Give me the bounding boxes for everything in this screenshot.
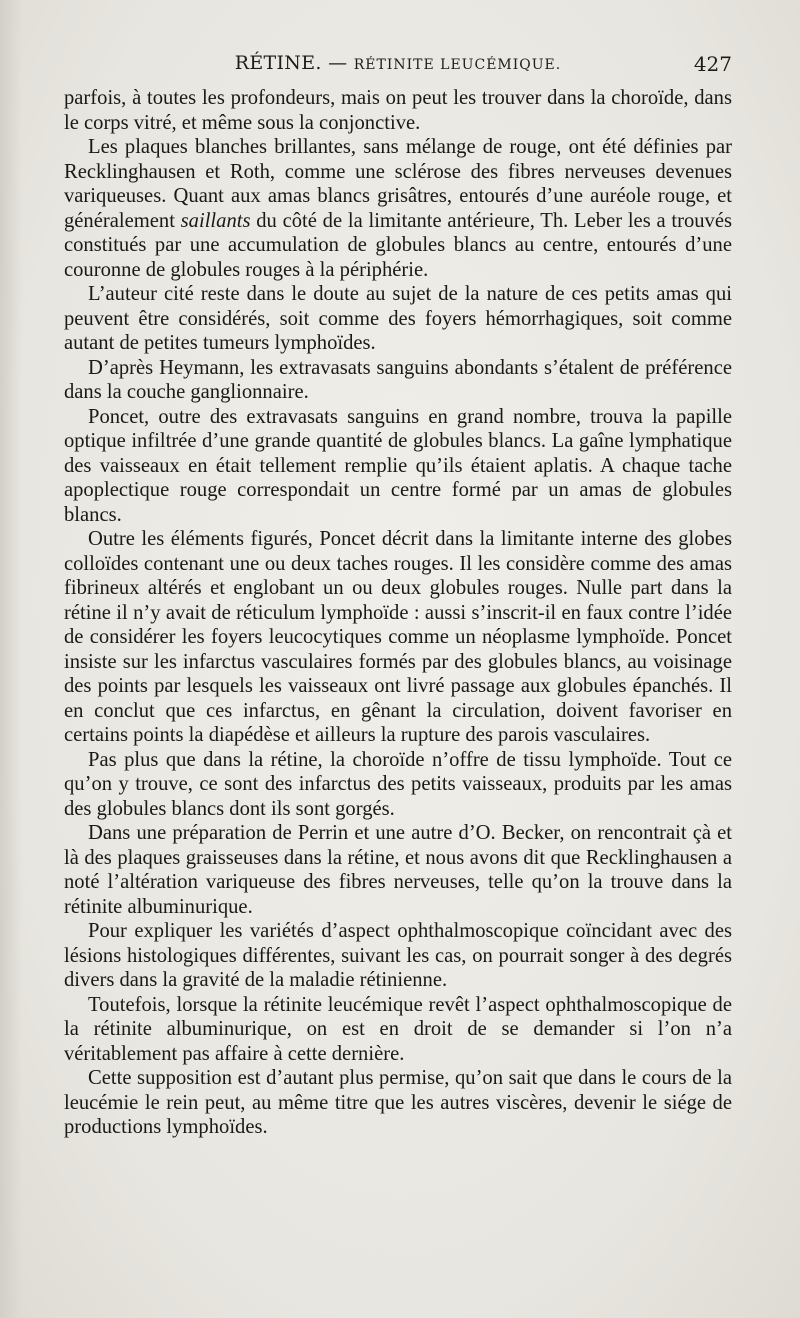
paragraph-11: Cette supposition est d’autant plus permise, qu’on sait que dans le cours de la leucémie le rein peut, au même titre que les autres viscères, devenir le siége de productions lymphoïdes. (64, 1067, 732, 1138)
running-title (64, 52, 732, 74)
paragraph-1: parfois, à toutes les profondeurs, mais on peut les trouver dans la choroïde, dans le corps vitré, et même sous la conjonctive. (64, 87, 732, 134)
running-title-separator: — (328, 52, 348, 74)
running-head (64, 52, 732, 80)
paragraph-6: Outre les éléments figurés, Poncet décrit dans la limitante interne des globes colloïdes contenant une ou deux taches rouges. Il les considère comme des amas fibrineux altérés et englobant un ou deux globules rouges. Nulle part dans la rétine il n’y avait de réticulum lymphoïde : aussi s’inscrit-il en faux contre l’idée de considérer les foyers leucocytiques comme un néoplasme lymphoïde. Poncet insiste sur les infarctus vasculaires formés par des globules blancs, au voisinage des points par lesquels les vaisseaux ont livré passage aux globules épanchés. Il en conclut que ces infarctus, en gênant la circulation, doivent favoriser en certains points la diapédèse et ailleurs la rupture des parois vasculaires. (64, 528, 732, 746)
paragraph-3: L’auteur cité reste dans le doute au sujet de la nature de ces petits amas qui peuvent être considérés, soit comme des foyers hémorrhagiques, soit comme autant de petites tumeurs lymphoïdes. (64, 283, 732, 354)
page-gutter-shadow (0, 0, 22, 1318)
paragraph-2-emphasis: saillants (180, 209, 251, 232)
paragraph-2-text-after: du côté de la limitante antérieure, Th. Leber les a trouvés constitués par une accumulation de globules blancs au centre, entourés d’une couronne de globules rouges à la périphérie. (64, 209, 732, 281)
paragraph-8: Dans une préparation de Perrin et une autre d’O. Becker, on rencontrait çà et là des plaques graisseuses dans la rétine, et nous avons dit que Recklinghausen a noté l’altération variqueuse des fibres nerveuses, telle qu’on la trouve dans la rétinite albuminurique. (64, 822, 732, 918)
paragraph-4: D’après Heymann, les extravasats sanguins abondants s’étalent de préférence dans la couche ganglionnaire. (64, 356, 732, 403)
paragraph-9: Pour expliquer les variétés d’aspect ophthalmoscopique coïncidant avec des lésions histologiques différentes, suivant les cas, on pourrait songer à des degrés divers dans la gravité de la maladie rétinienne. (64, 920, 732, 991)
paragraph-2-text-before: Les plaques blanches brillantes, sans mélange de rouge, ont été définies par Recklinghausen et Roth, comme une sclérose des fibres nerveuses devenues variqueuses. Quant aux amas blancs grisâtres, entourés d’une auréole rouge, et généralement (64, 136, 732, 232)
paragraph-10: Toutefois, lorsque la rétinite leucémique revêt l’aspect ophthalmoscopique de la rétinite albuminurique, on est en droit de se demander si l’on n’a véritablement pas affaire à cette dernière. (64, 993, 732, 1065)
running-title-left: RÉTINE. (234, 52, 322, 74)
running-title-right: RÉTINITE LEUCÉMIQUE. (353, 57, 562, 73)
body-text (64, 86, 732, 1140)
page-number: 427 (693, 52, 732, 76)
paragraph-2 (64, 135, 732, 282)
paragraph-7: Pas plus que dans la rétine, la choroïde n’offre de tissu lymphoïde. Tout ce qu’on y trouve, ce sont des infarctus des petits vaisseaux, produits par les amas des globules blancs dont ils sont gorgés. (64, 748, 732, 820)
paragraph-5: Poncet, outre des extravasats sanguins en grand nombre, trouva la papille optique infiltrée d’une grande quantité de globules blancs. La gaîne lymphatique des vaisseaux en était tellement remplie qu’ils étaient aplatis. A chaque tache apoplectique rouge correspondait un centre formé par un amas de globules blancs. (64, 405, 732, 526)
